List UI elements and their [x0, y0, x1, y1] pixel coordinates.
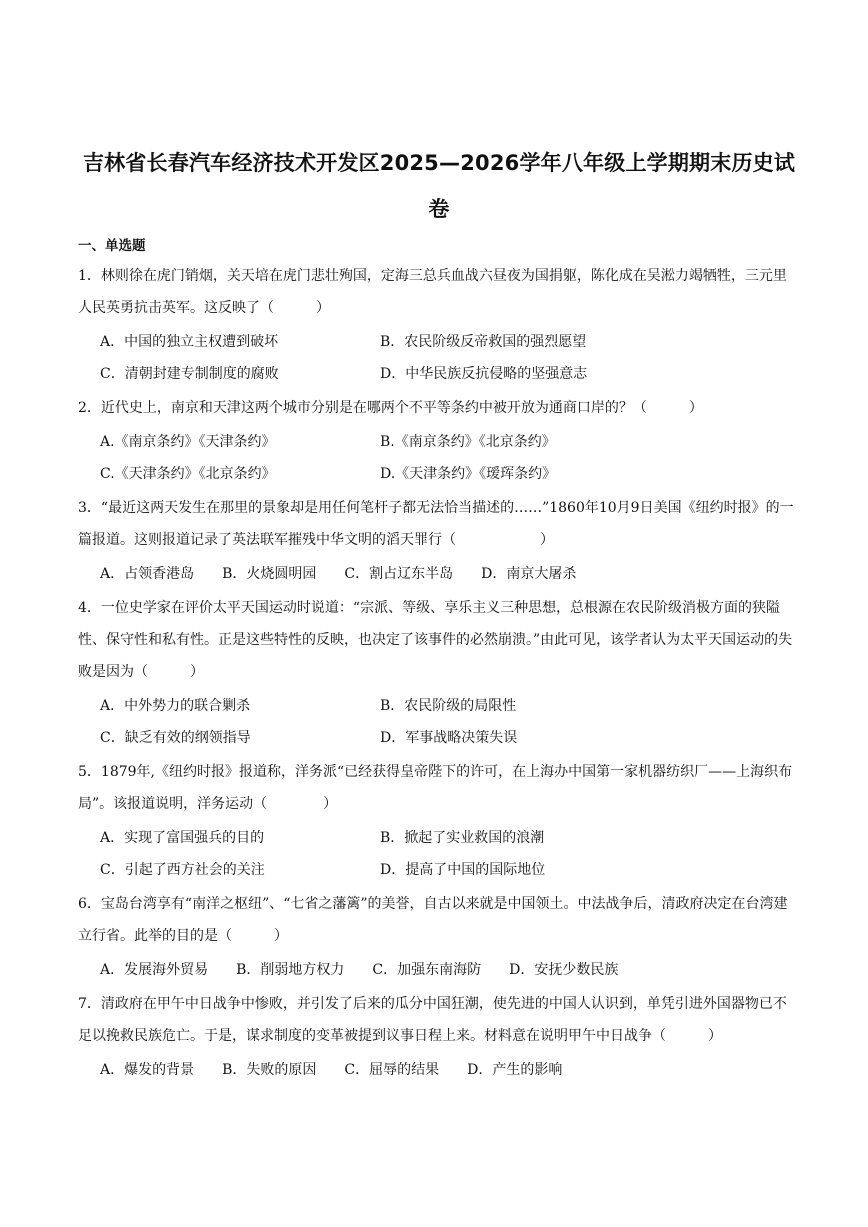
- option-b: B.《南京条约》《北京条约》: [380, 434, 556, 450]
- option-b: B．掀起了实业救国的浪潮: [380, 830, 545, 846]
- option-b: B．农民阶级的局限性: [380, 698, 517, 714]
- option-c: C．缺乏有效的纲领指导: [100, 730, 251, 746]
- option-a: A．爆发的背景: [100, 1062, 195, 1078]
- option-a: A．中外势力的联合剿杀: [100, 698, 251, 714]
- question-stem: 2．近代史上，南京和天津这两个城市分别是在哪两个不平等条约中被开放为通商口岸的？（ ）: [78, 400, 703, 416]
- option-d: D．军事战略决策失误: [380, 730, 518, 746]
- option-b: B．农民阶级反帝救国的强烈愿望: [380, 334, 587, 350]
- option-a: A．发展海外贸易: [100, 962, 209, 978]
- question-options: [78, 1054, 800, 1086]
- question-options: [78, 326, 800, 390]
- option-c: C．清朝封建专制制度的腐败: [100, 366, 279, 382]
- option-d: D．安抚少数民族: [509, 962, 619, 978]
- option-a: A．中国的独立主权遭到破坏: [100, 334, 279, 350]
- option-d: D.《天津条约》《瑷珲条约》: [380, 466, 557, 482]
- question-1: [78, 260, 800, 390]
- option-d: D．产生的影响: [467, 1062, 563, 1078]
- option-c: C．加强东南海防: [372, 962, 482, 978]
- option-c: C．屈辱的结果: [344, 1062, 440, 1078]
- option-c: C.《天津条约》《北京条约》: [100, 466, 276, 482]
- option-c: C．割占辽东半岛: [344, 566, 454, 582]
- section-heading: 一、单选题: [78, 238, 146, 254]
- exam-title: 吉林省长春汽车经济技术开发区2025—2026学年八年级上学期期末历史试卷: [82, 151, 796, 221]
- option-a: A．占领香港岛: [100, 566, 195, 582]
- option-d: D．提高了中国的国际地位: [380, 862, 546, 878]
- option-d: D．南京大屠杀: [481, 566, 577, 582]
- option-b: B．失败的原因: [222, 1062, 317, 1078]
- option-d: D．中华民族反抗侵略的坚强意志: [380, 366, 588, 382]
- question-stem: 3．“最近这两天发生在那里的景象却是用任何笔杆子都无法恰当描述的……”1860年10月9日美国《纽约时报》的一篇报道。这则报道记录了英法联军摧残中华文明的滔天罪行（ ）: [78, 500, 794, 548]
- question-stem: 5．1879年,《纽约时报》报道称，洋务派“已经获得皇帝陛下的许可，在上海办中国第一家机器纺织厂——上海织布局”。该报道说明，洋务运动（ ）: [78, 764, 793, 812]
- question-2: [78, 392, 800, 490]
- question-3: [78, 492, 800, 590]
- question-options: [78, 954, 800, 986]
- question-options: [78, 690, 800, 754]
- option-b: B．削弱地方权力: [236, 962, 345, 978]
- question-options: [78, 822, 800, 886]
- option-b: B．火烧圆明园: [222, 566, 317, 582]
- question-6: [78, 888, 800, 986]
- option-c: C．引起了西方社会的关注: [100, 862, 265, 878]
- option-a: A.《南京条约》《天津条约》: [100, 434, 276, 450]
- question-stem: 6．宝岛台湾享有“南洋之枢纽”、“七省之藩篱”的美誉，自古以来就是中国领土。中法战争后，清政府决定在台湾建立行省。此举的目的是（ ）: [78, 896, 788, 944]
- question-options: [78, 426, 800, 490]
- question-5: [78, 756, 800, 886]
- option-a: A．实现了富国强兵的目的: [100, 830, 265, 846]
- question-stem: 1．林则徐在虎门销烟，关天培在虎门悲壮殉国，定海三总兵血战六昼夜为国捐躯，陈化成在吴淞力竭牺牲，三元里人民英勇抗击英军。这反映了（ ）: [78, 268, 787, 316]
- question-stem: 4．一位史学家在评价太平天国运动时说道：“宗派、等级、享乐主义三种思想，总根源在农民阶级消极方面的狭隘性、保守性和私有性。正是这些特性的反映，也决定了该事件的必然崩溃。”由此可见，该学者认为太平天国运动的失败是因为（ ）: [78, 600, 793, 680]
- question-stem: 7．清政府在甲午中日战争中惨败，并引发了后来的瓜分中国狂潮，使先进的中国人认识到，单凭引进外国器物已不足以挽救民族危亡。于是，谋求制度的变革被提到议事日程上来。材料意在说明甲午中日战争（ ）: [78, 996, 787, 1044]
- question-7: [78, 988, 800, 1086]
- question-options: [78, 558, 800, 590]
- question-4: [78, 592, 800, 754]
